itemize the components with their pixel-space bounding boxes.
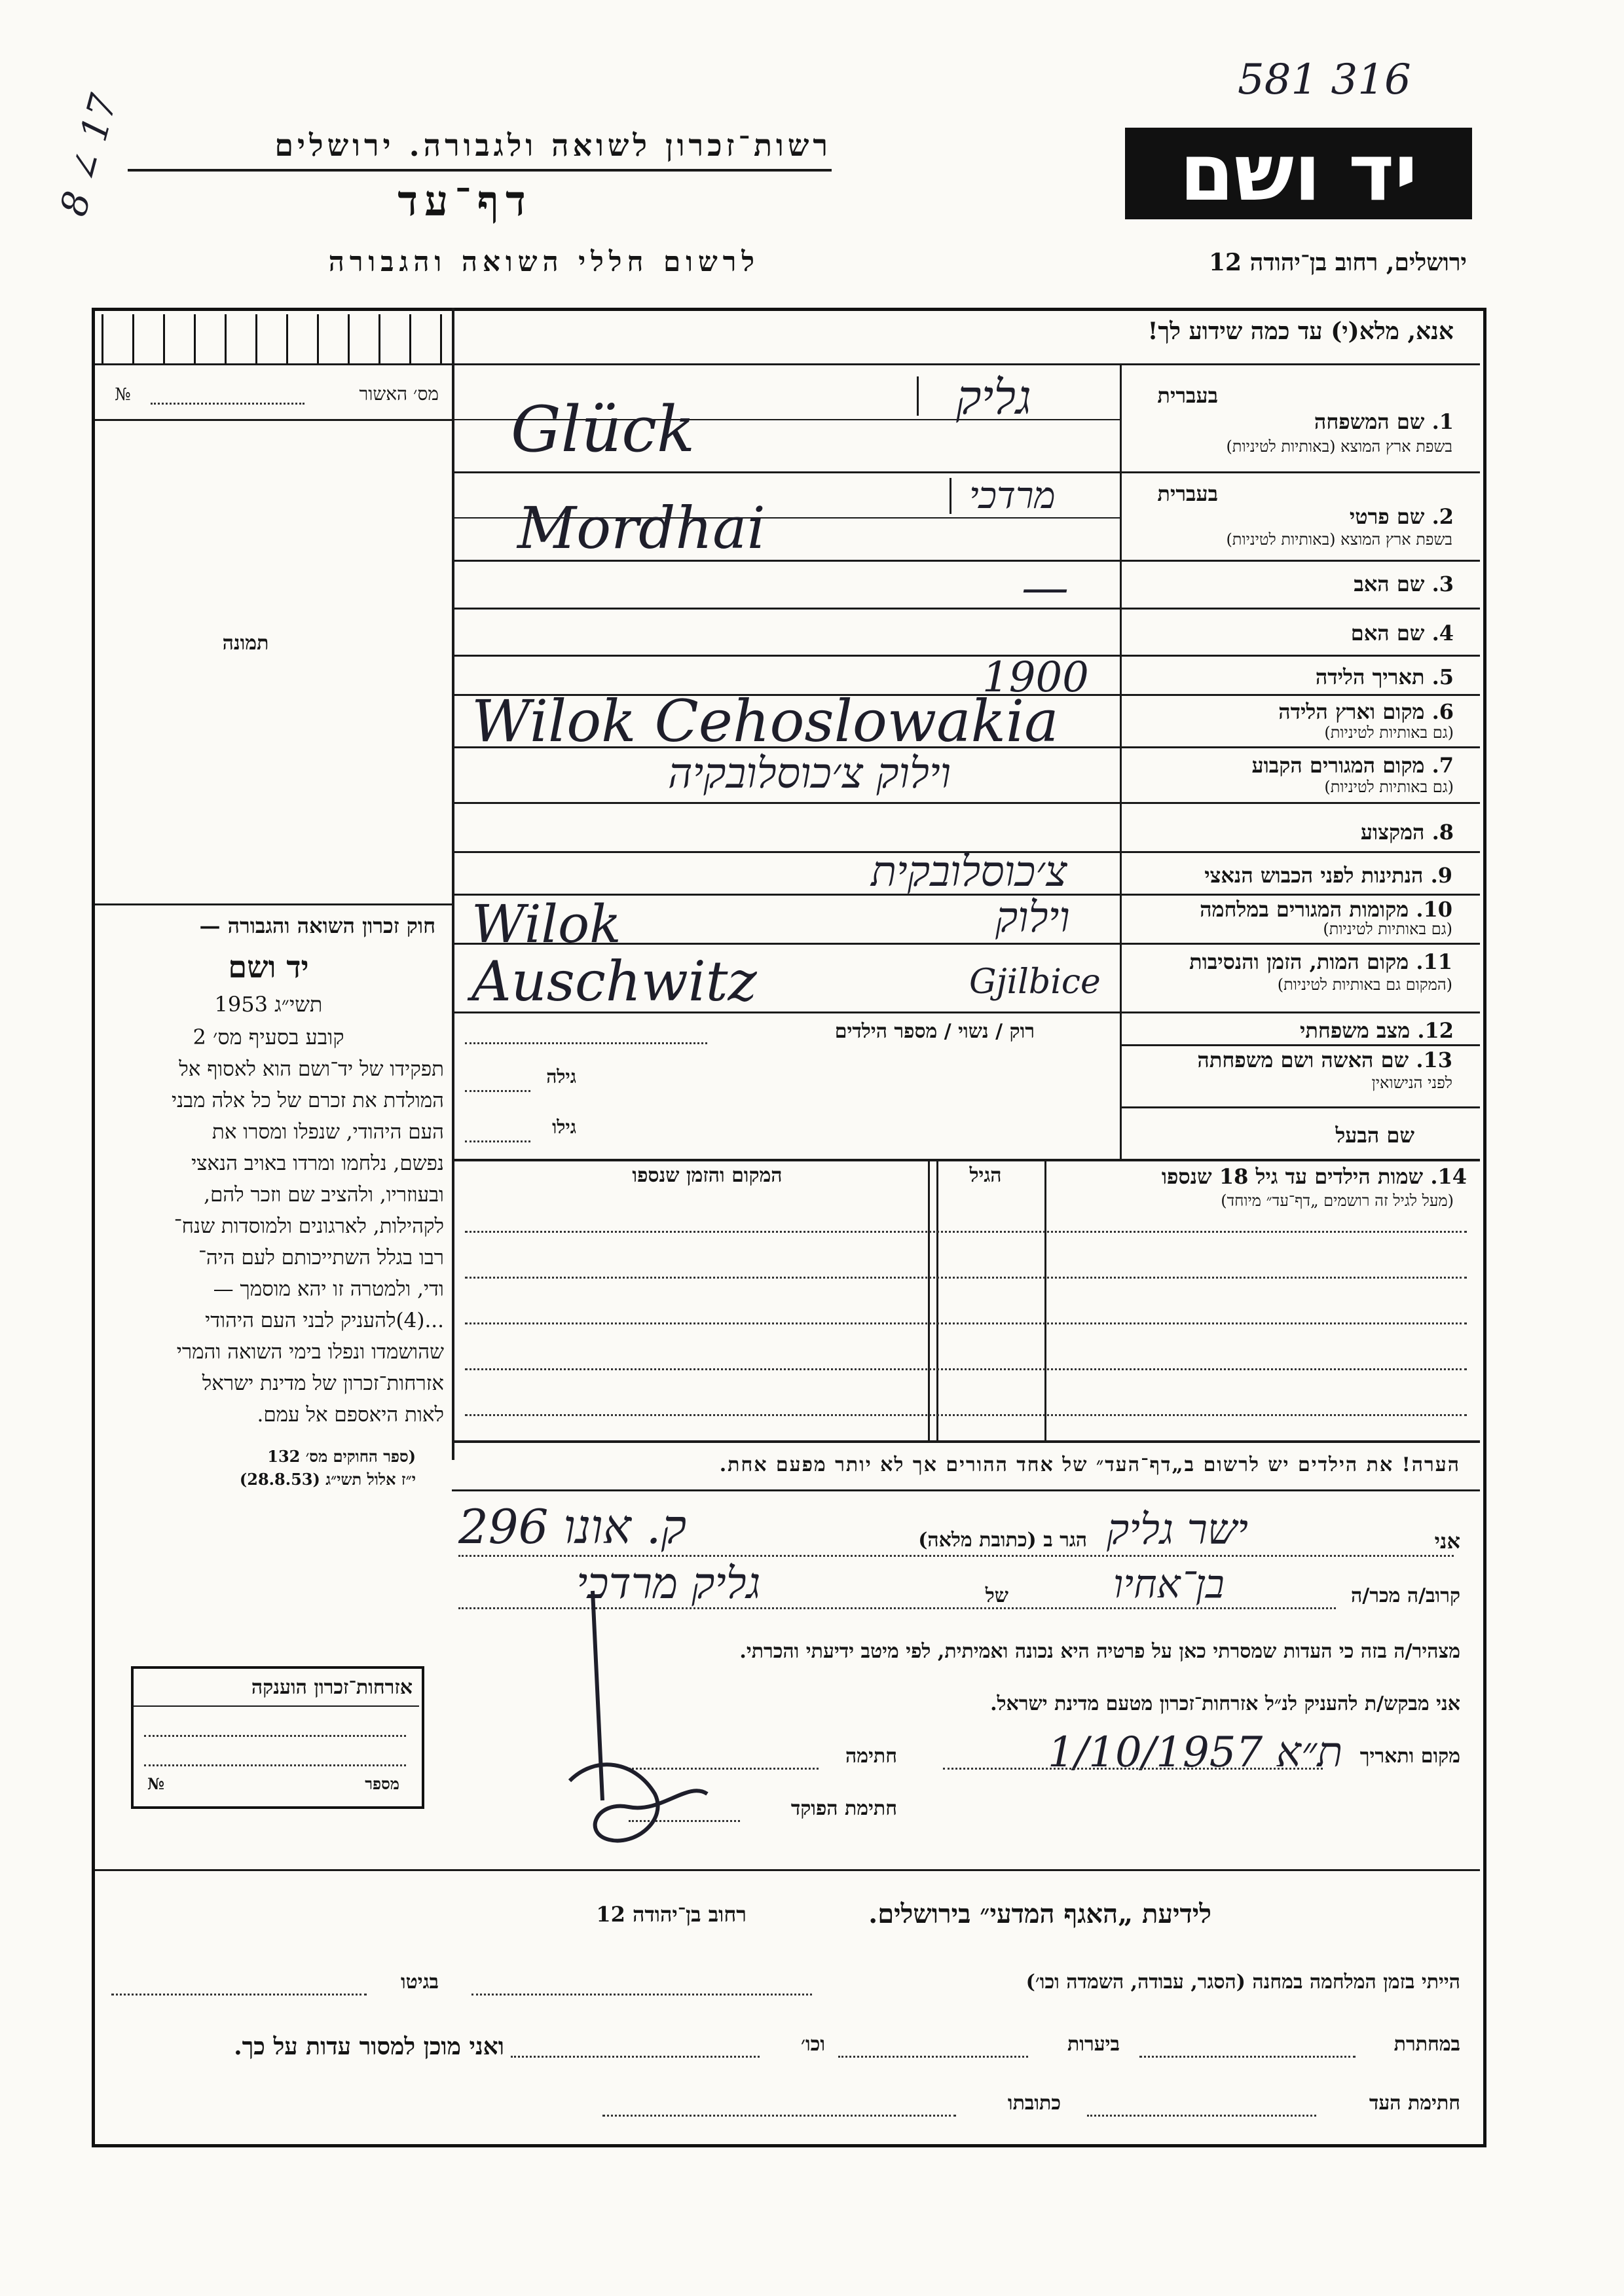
footer-witness-sig: חתימת העד [1369,2092,1460,2115]
citizenship-no-symbol: № [147,1774,165,1793]
f8-label: 8. המקצוע [1360,820,1454,845]
org-line: רשות־זכרון לשואה ולגבורה. ירושלים [274,128,832,163]
law-text-7: רבו בגלל השתייכותם לעם היה־ [198,1246,444,1269]
row-rule-3 [452,608,1480,610]
footer-etc: וכו׳ [801,2033,825,2056]
instruction: אנא, מלא(י) עד כמה שידוע לך! [1147,318,1454,345]
row-rule-13 [1120,1106,1480,1108]
f14-col-divider-2 [936,1159,938,1440]
footer-witness-line [1087,2115,1316,2117]
note-text: הערה! את הילדים יש לרשום ב„דף־העד״ של אחד ההורים אך לא יותר מפעם אחת. [719,1453,1460,1476]
f10-latin-value: Wilok [471,894,621,955]
law-text-10: שהושמדו ונפלו בימי השואה והמרי [176,1340,444,1364]
f14-row-3 [465,1322,1467,1324]
law-ref-1: (ספר החוקים מס׳ 132 [267,1447,416,1466]
citizenship-number-label: מספר [365,1774,399,1793]
f6-label: 6. מקום וארץ הלידה [1278,699,1454,724]
f14-row-2 [465,1277,1467,1279]
row-rule-4 [452,655,1480,657]
left-column-divider [452,308,454,1460]
decl-signature-label: חתימה [845,1745,897,1768]
footer-dash-rule [95,1869,1480,1871]
f1-hebrew-value: גליק [956,370,1031,425]
f5-label: 5. תאריך הלידה [1315,665,1454,689]
f4-label: 4. שם האם [1350,621,1454,646]
f14-row-5 [465,1414,1467,1416]
citizenship-rule-1 [134,1705,419,1707]
decl-place-date-line [943,1768,1323,1770]
f7-value: וילוק צ׳כוסלובקיה [668,750,951,798]
f14-label: 14. שמות הילדים עד גיל 18 שנספו [1161,1164,1467,1189]
footer-address: רחוב בן־יהודה 12 [596,1902,747,1927]
instruction-rule [95,363,1480,365]
f11-latin-value: Auschwitz [471,949,757,1013]
decl-official-label: חתימת הפוקד [790,1797,897,1820]
f14-col-age: הגיל [969,1164,1002,1187]
f3-value: — [1022,560,1069,615]
footer-underground-line [1139,2056,1356,2058]
f2-split [950,478,951,514]
citizenship-title: אזרחות־זכרון הוענקה [251,1676,413,1699]
law-text-9: ...(4)להעניק לבני העם היהודי [205,1309,444,1332]
f11-label: 11. מקום המות, הזמן והנסיבות [1189,949,1452,974]
footer-camp-line [471,1994,812,1995]
law-text-3: העם היהודי, שנפלו ומסרו את [212,1120,444,1144]
org-underline [128,169,832,172]
f2-label: 2. שם פרטי [1349,504,1454,529]
law-text-5: ובעוזריו, ולהציב שם וזכר להם, [204,1183,444,1207]
f1-sub: בשפת ארץ המוצא (באותיות לטיניות) [1226,437,1452,456]
decl-i-label: אני [1434,1529,1460,1554]
f2-hebrew-value: מרדכי [969,475,1056,517]
decl-relative-label: קרוב/ה מכר/ה [1351,1584,1460,1607]
f6-value: Wilok Cehoslowakia [471,687,1059,755]
decl-address-value: ק. אונו 296 [458,1499,687,1554]
approval-no-symbol: № [115,385,131,405]
decl-address-line [458,1555,1454,1557]
f2-latin-value: Mordhai [517,494,766,562]
law-title: חוק זכרון השואה והגבורה — [199,913,435,938]
f10-label: 10. מקומות המגורים במלחמה [1200,897,1452,922]
husband-age-label: גילו [552,1116,576,1138]
f14-sub: (מעל לגיל זה רושמים „דף־עד״ מיוחד) [1221,1192,1454,1210]
f9-value: צ׳כוסלובקית [871,848,1067,896]
law-year: תשי״ג 1953 [214,992,323,1017]
row-rule-12 [1120,1044,1480,1046]
f14-row-4 [465,1368,1467,1370]
husband-label: שם הבעל [1335,1123,1414,1148]
stamp-grid [101,314,449,363]
husband-age-field [465,1140,530,1142]
footer-forests-line [838,2056,1028,2058]
f13-age-field [465,1090,530,1092]
f11-sub: (המקום גם באותיות לטיניות) [1277,975,1452,994]
footer-ghetto-line [111,1994,367,1995]
f14-col-place: המקום והזמן שנספו [632,1164,783,1187]
f13-label: 13. שם האשה ושם משפחתה [1197,1048,1452,1072]
footer-forests: ביערות [1067,2033,1120,2056]
law-ref-2: י״ז אלול תשי״ג (28.8.53) [239,1470,416,1489]
row-rule-7 [452,802,1480,804]
photo-label: תמונה [222,632,269,655]
decl-place-date-value: ת״א 1/10/1957 [1048,1728,1343,1777]
law-clause: קובע בסעיף מס׳ 2 [193,1025,344,1049]
form-title: דף־עד [397,177,532,226]
footer-address-line [602,2115,956,2117]
f1-label: 1. שם המשפחה [1314,409,1454,434]
law-text-1: תפקידו של יד־ושם הוא לאסוף אל [179,1057,444,1081]
f10-sub: (גם באותיות לטיניות) [1323,920,1452,938]
archive-number: 581 316 [1238,56,1411,104]
f7-sub: (גם באותיות לטיניות) [1324,778,1454,796]
decl-declarant: ישר גליק [1107,1506,1248,1554]
decl-subject-value: גליק מרדכי [576,1558,761,1609]
row-rule-1 [452,471,1480,473]
f5-value: 1900 [982,653,1089,702]
margin-note: 8 ∠ 17 [52,90,126,221]
footer-address-label: כתובתו [1007,2092,1061,2115]
citizenship-line-2 [144,1764,406,1766]
law-name: יד ושם [228,949,309,985]
law-text-6: לקהילות, לארגונים ולמוסדות שנח־ [174,1214,444,1238]
f14-col-divider-1 [1044,1159,1046,1440]
f12-children-field [465,1042,707,1044]
citizenship-line-1 [144,1735,406,1737]
f14-col-divider-3 [928,1159,930,1440]
footer-title: לידיעת „האגף המדעי״ בירושלים. [868,1899,1211,1929]
approval-number-field [151,403,304,405]
f3-label: 3. שם האב [1354,572,1454,596]
f12-label: 12. מצב משפחתי [1300,1018,1454,1043]
approval-rule [95,419,452,421]
approval-number-label: מס׳ האשור [359,383,439,405]
f7-label: 7. מקום המגורים הקבוע [1251,753,1454,778]
f12-options: רוק / נשוי / מספר הילדים [834,1020,1035,1043]
f11-extra-value: Gjilbice [969,962,1101,1002]
yad-vashem-logo: יד ושם [1125,128,1472,219]
decl-place-date-label: מקום ותאריך [1359,1745,1460,1768]
decl-of-label: של [985,1584,1008,1607]
note-rule [452,1489,1480,1491]
law-text-4: נפשם, נלחמו ומרדו באויב הנאצי [191,1152,444,1175]
f9-label: 9. הנתינות לפני הכבוש הנאצי [1204,863,1452,888]
law-text-12: לאות היאספם אל עמם. [257,1403,444,1427]
photo-rule [95,903,452,905]
law-text-8: ודי, ולמטרה זו יהא מוסמך — [213,1277,444,1301]
footer-underground: במחתרת [1393,2033,1460,2056]
label-column-divider [1120,363,1122,1159]
law-text-11: אזרחות־זכרון של מדינת ישראל [202,1372,444,1395]
header-address: ירושלים, רחוב בן־יהודה 12 [1208,249,1467,276]
f1-latin-value: Glück [511,393,695,466]
f1-split [917,376,919,416]
footer-ready: ואני מוכן למסור עדות על כך. [234,2033,504,2060]
f1-hebrew-label: בעברית [1157,383,1218,408]
law-text-2: המולדת את זכרם של כל אלה מבני [171,1089,444,1112]
f13-age-label: גילה [546,1066,576,1087]
footer-etc-line [511,2056,760,2058]
f14-row-1 [465,1231,1467,1233]
f2-hebrew-label: בעברית [1157,481,1218,506]
f13-sub: לפני הנישואין [1371,1074,1452,1092]
f2-sub: בשפת ארץ המוצא (באותיות לטיניות) [1226,530,1452,549]
footer-ghetto: בגיטו [400,1971,439,1994]
row-rule-14 [452,1159,1480,1161]
decl-request: אני מבקש/ת להעניק לנ״ל אזרחות־זכרון מטעם מדינת ישראל. [990,1692,1460,1715]
decl-relation-value: בן־אחיו [1113,1561,1225,1607]
f6-sub: (גם באותיות לטיניות) [1324,723,1454,742]
footer-line1: הייתי בזמן המלחמה במחנה (הסגר, עבודה, השמדה וכו׳) [1025,1971,1460,1994]
f14-bottom [452,1440,1480,1443]
decl-statement: מצהיר/ה בזה כי העדות שמסרתי כאן על פרטיה היא נכונה ואמיתית, לפי מיטב ידיעתי והכרתי. [739,1640,1460,1663]
decl-resides-label: הגר ב (כתובת מלאה) [918,1529,1087,1552]
f10-hebrew-value: וילוק [995,894,1070,942]
form-subtitle: לרשום חללי השואה והגבורה [328,246,760,278]
signature-scribble [557,1584,727,1872]
